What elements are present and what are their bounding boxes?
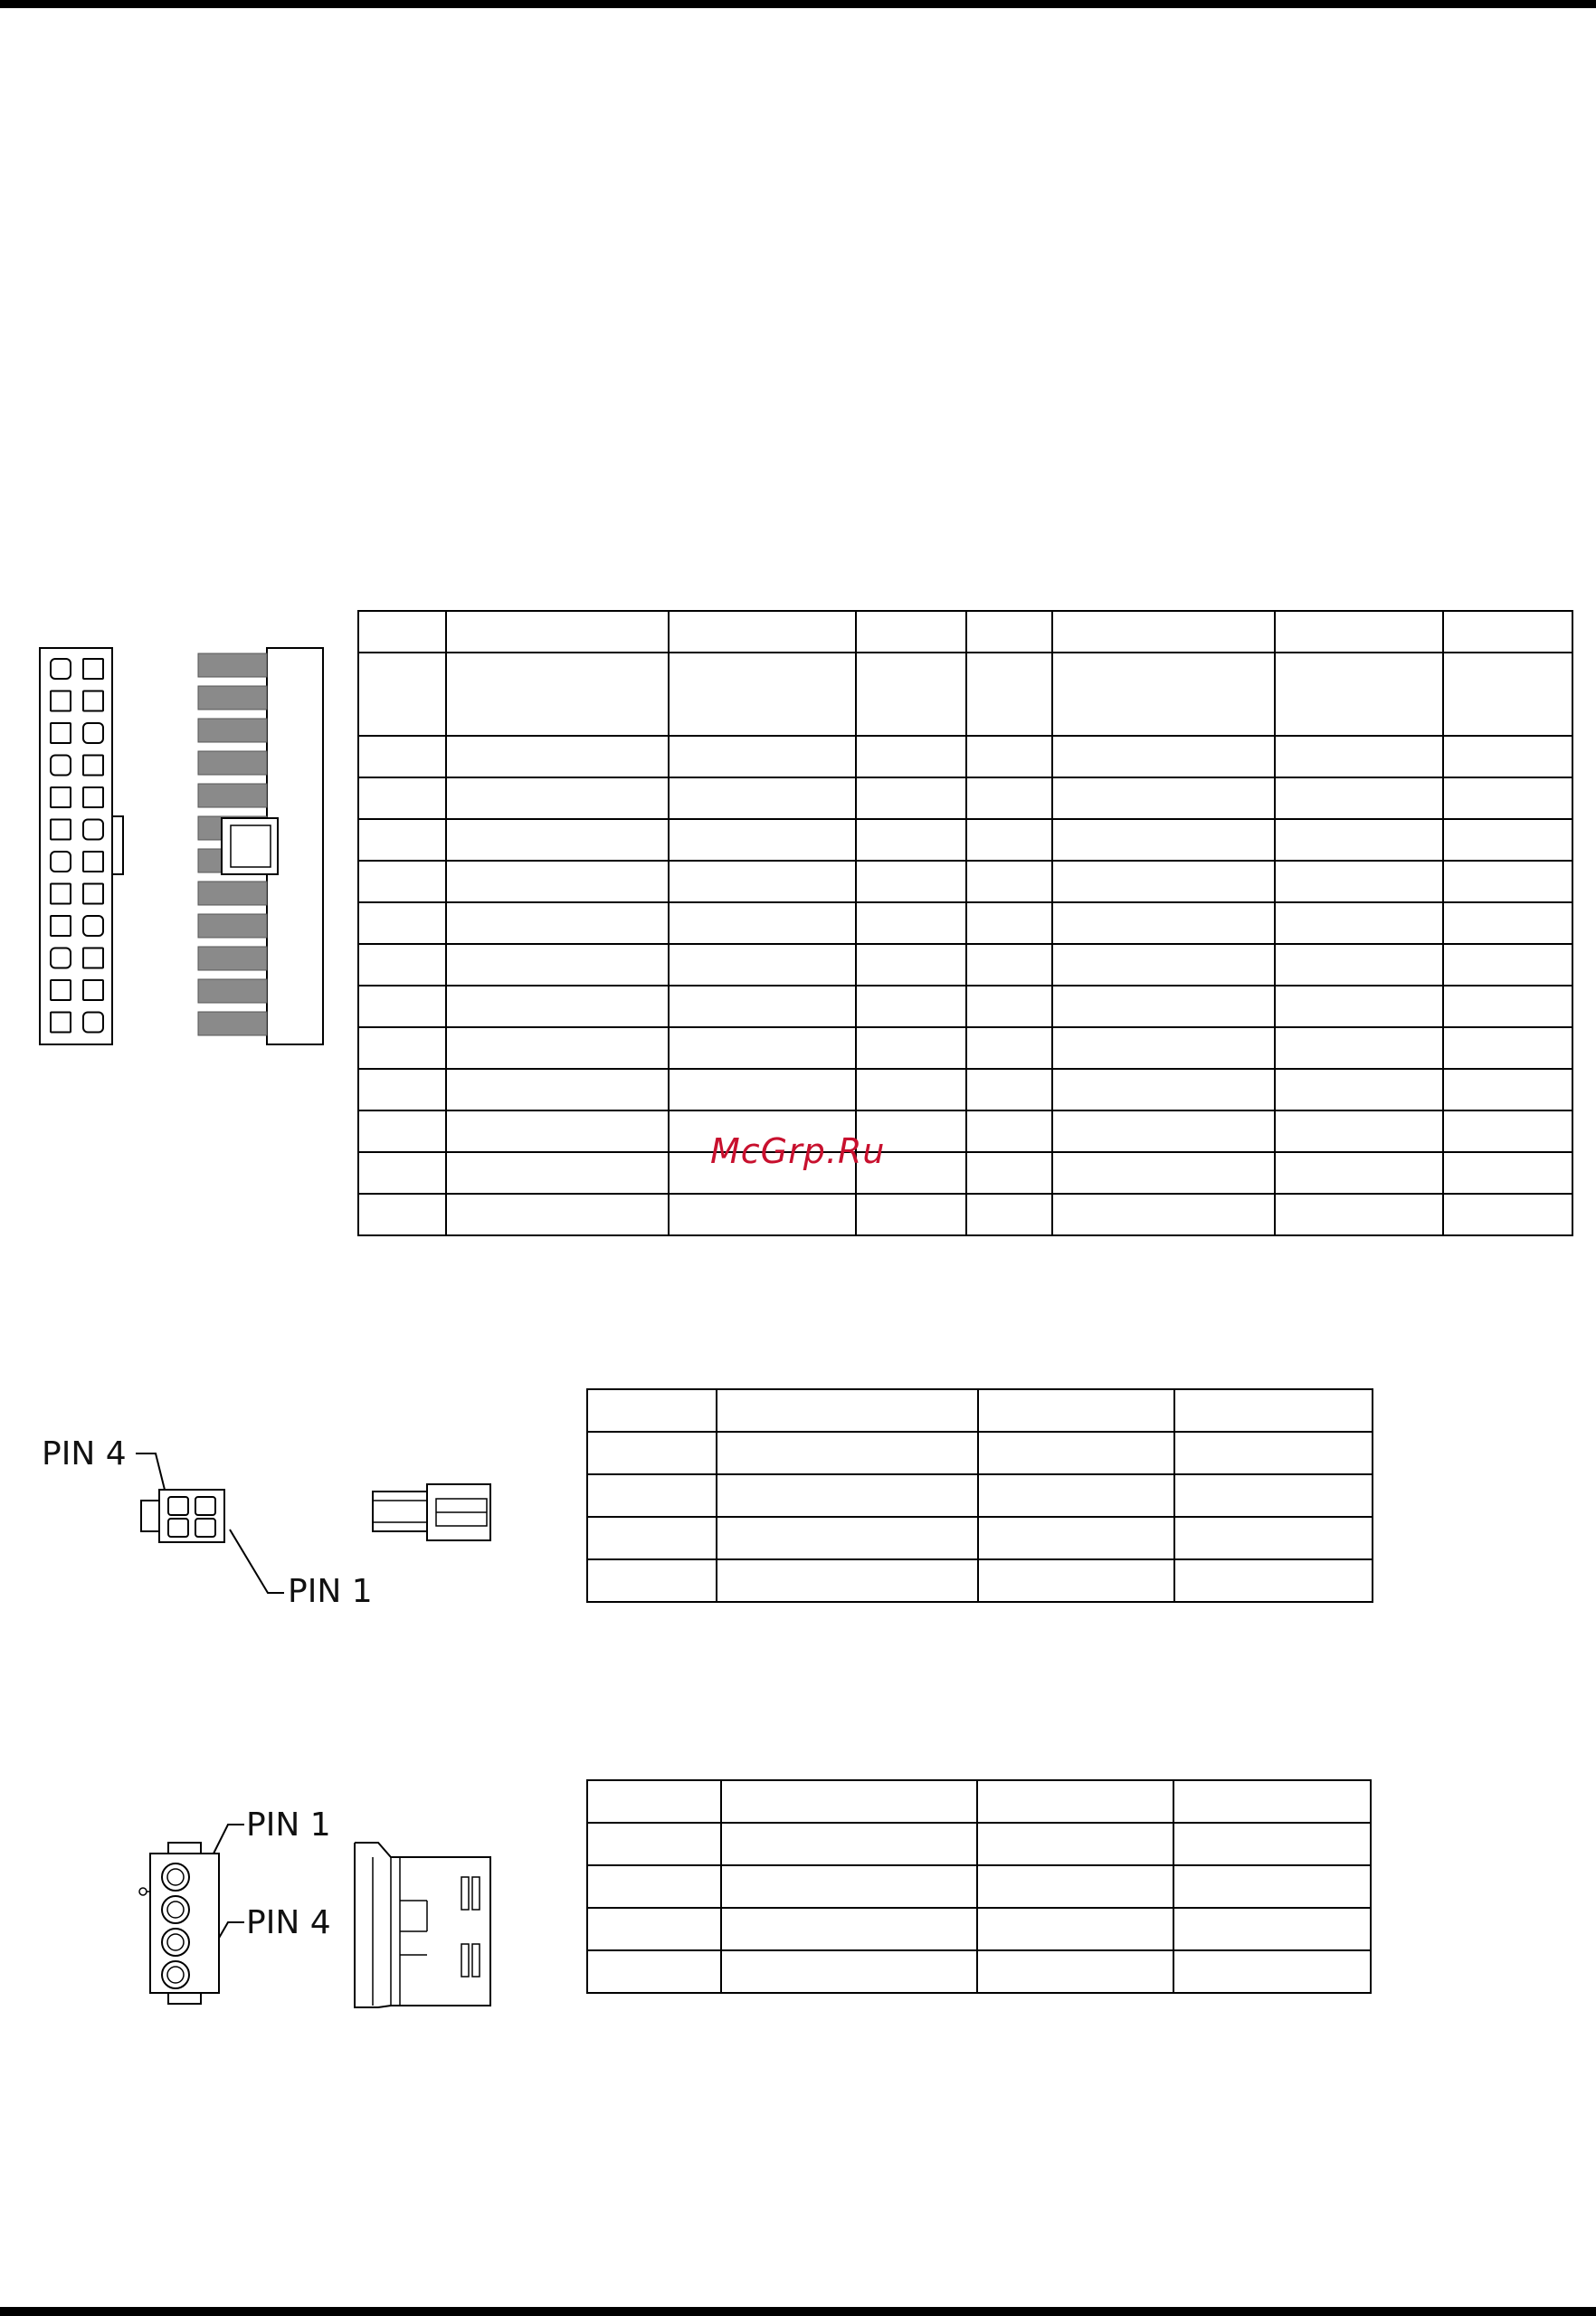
table-row: [587, 1517, 1373, 1559]
molex-4pin-connector-front-view: [136, 1801, 371, 2018]
table-cell: [721, 1780, 977, 1823]
table-row: [587, 1950, 1371, 1993]
pin-cavity: [83, 948, 103, 968]
table-cell: [358, 902, 446, 944]
table-cell: [1443, 611, 1572, 653]
table-cell: [1052, 944, 1275, 986]
table-cell: [1443, 902, 1572, 944]
table-cell: [669, 902, 856, 944]
table-cell: [358, 944, 446, 986]
table-cell: [1443, 653, 1572, 736]
pin-cavity: [83, 723, 103, 743]
pin-cavity: [83, 756, 103, 776]
pin-cavity: [51, 1013, 71, 1033]
table-cell: [587, 1389, 717, 1432]
table-cell: [966, 944, 1052, 986]
terminal-bar: [198, 914, 267, 938]
table-cell: [587, 1865, 721, 1908]
table-cell: [1052, 1194, 1275, 1235]
table-cell: [358, 986, 446, 1027]
table-cell: [977, 1780, 1173, 1823]
table-cell: [669, 1194, 856, 1235]
table-cell: [446, 1110, 669, 1152]
table-cell: [966, 902, 1052, 944]
pin-cavity: [83, 820, 103, 840]
atx-24pin-side-view: [195, 648, 330, 1046]
pin-cavity: [51, 659, 71, 679]
table-cell: [1275, 653, 1443, 736]
table-cell: [1275, 861, 1443, 902]
table-cell: [1443, 1110, 1572, 1152]
table-cell: [1174, 1474, 1373, 1517]
table-cell: [966, 1110, 1052, 1152]
table-cell: [1173, 1865, 1371, 1908]
table-cell: [446, 736, 669, 777]
table-cell: [966, 653, 1052, 736]
table-cell: [669, 1069, 856, 1110]
table-cell: [358, 611, 446, 653]
table-cell: [669, 736, 856, 777]
table-cell: [1443, 944, 1572, 986]
cpu-4pin-connector-side-view: [371, 1482, 498, 1546]
table-cell: [587, 1432, 717, 1474]
table-cell: [669, 861, 856, 902]
table-cell: [1174, 1517, 1373, 1559]
table-cell: [1443, 736, 1572, 777]
pin-cavity: [51, 884, 71, 904]
table-cell: [358, 736, 446, 777]
table-cell: [977, 1908, 1173, 1950]
table-cell: [358, 1027, 446, 1069]
table-cell: [587, 1780, 721, 1823]
table-cell: [1443, 861, 1572, 902]
table-cell: [966, 611, 1052, 653]
table-cell: [856, 819, 966, 861]
table-row: [587, 1780, 1371, 1823]
table-cell: [1052, 819, 1275, 861]
table-cell: [717, 1474, 978, 1517]
table-cell: [1052, 736, 1275, 777]
table-row: [358, 1152, 1572, 1194]
table-row: [358, 777, 1572, 819]
table-cell: [358, 653, 446, 736]
table-cell: [1174, 1389, 1373, 1432]
terminal-bar: [198, 1012, 267, 1035]
table-cell: [717, 1517, 978, 1559]
terminal-bar: [198, 653, 267, 677]
table-cell: [1174, 1432, 1373, 1474]
table-cell: [1275, 777, 1443, 819]
pin-1-label: PIN 1: [288, 1573, 373, 1610]
terminal-bar: [198, 751, 267, 775]
table-cell: [978, 1559, 1174, 1602]
cpu-power-table: [586, 1388, 1373, 1603]
table-row: [358, 1069, 1572, 1110]
table-cell: [669, 653, 856, 736]
table-cell: [966, 1069, 1052, 1110]
table-cell: [669, 1027, 856, 1069]
table-cell: [856, 944, 966, 986]
table-cell: [1275, 1194, 1443, 1235]
table-cell: [446, 861, 669, 902]
pin-cavity: [83, 691, 103, 711]
pin-cavity: [51, 852, 71, 872]
table-cell: [358, 861, 446, 902]
table-row: [358, 944, 1572, 986]
table-cell: [1275, 902, 1443, 944]
table-cell: [1173, 1823, 1371, 1865]
table-cell: [1052, 1110, 1275, 1152]
pin-cavity: [51, 723, 71, 743]
pin-cavity: [83, 1013, 103, 1033]
table-cell: [717, 1389, 978, 1432]
table-cell: [856, 1027, 966, 1069]
atx-pinout-table: [357, 610, 1573, 1236]
table-cell: [856, 1194, 966, 1235]
cpu-4pin-connector-front-view: [36, 1421, 380, 1611]
table-cell: [1275, 736, 1443, 777]
table-cell: [1052, 902, 1275, 944]
pin-cavity: [51, 980, 71, 1000]
top-rule: [0, 0, 1596, 8]
peripheral-power-table: [586, 1779, 1372, 1994]
table-row: [358, 611, 1572, 653]
table-cell: [1275, 944, 1443, 986]
table-cell: [1173, 1950, 1371, 1993]
pin-cavity: [51, 691, 71, 711]
table-cell: [721, 1950, 977, 1993]
table-row: [587, 1865, 1371, 1908]
terminal-bar: [198, 882, 267, 905]
table-cell: [721, 1908, 977, 1950]
table-row: [358, 986, 1572, 1027]
table-row: [358, 1194, 1572, 1235]
terminal-bar: [198, 686, 267, 710]
table-row: [587, 1432, 1373, 1474]
table-cell: [966, 819, 1052, 861]
table-cell: [978, 1432, 1174, 1474]
terminal-bar: [198, 947, 267, 970]
molex-4pin-connector-side-view: [351, 1837, 496, 2011]
table-cell: [446, 611, 669, 653]
table-cell: [1275, 819, 1443, 861]
pin-cavity: [83, 916, 103, 936]
table-cell: [1052, 1027, 1275, 1069]
table-cell: [856, 902, 966, 944]
table-cell: [446, 1152, 669, 1194]
table-cell: [669, 777, 856, 819]
pin-cavity: [83, 980, 103, 1000]
table-cell: [587, 1950, 721, 1993]
table-cell: [1275, 1152, 1443, 1194]
table-row: [587, 1389, 1373, 1432]
table-cell: [717, 1559, 978, 1602]
table-cell: [446, 1027, 669, 1069]
table-cell: [966, 986, 1052, 1027]
pin-4-label: PIN 4: [42, 1435, 127, 1473]
terminal-bar: [198, 784, 267, 807]
table-cell: [1052, 611, 1275, 653]
pin-1-label-molex: PIN 1: [246, 1806, 331, 1844]
table-cell: [977, 1823, 1173, 1865]
pin-4-label-molex: PIN 4: [246, 1904, 331, 1941]
table-cell: [721, 1865, 977, 1908]
table-cell: [1052, 986, 1275, 1027]
table-cell: [587, 1823, 721, 1865]
pin-cavity: [51, 756, 71, 776]
table-cell: [587, 1908, 721, 1950]
table-cell: [1443, 1152, 1572, 1194]
table-cell: [669, 944, 856, 986]
table-cell: [587, 1474, 717, 1517]
table-cell: [446, 819, 669, 861]
table-cell: [856, 777, 966, 819]
table-row: [358, 653, 1572, 736]
table-cell: [966, 1027, 1052, 1069]
table-cell: [1174, 1559, 1373, 1602]
table-cell: [856, 611, 966, 653]
table-row: [358, 861, 1572, 902]
table-cell: [446, 944, 669, 986]
table-cell: [978, 1389, 1174, 1432]
table-row: [587, 1559, 1373, 1602]
pin-cavity: [51, 916, 71, 936]
table-cell: [669, 611, 856, 653]
table-cell: [1052, 1152, 1275, 1194]
pin-cavity: [83, 787, 103, 807]
table-cell: [856, 736, 966, 777]
table-cell: [1275, 986, 1443, 1027]
table-cell: [856, 986, 966, 1027]
table-cell: [587, 1517, 717, 1559]
table-row: [587, 1908, 1371, 1950]
table-cell: [1173, 1908, 1371, 1950]
table-cell: [856, 861, 966, 902]
table-cell: [358, 1110, 446, 1152]
terminal-bar: [198, 719, 267, 742]
table-cell: [966, 777, 1052, 819]
pin-cavity: [83, 659, 103, 679]
table-row: [587, 1823, 1371, 1865]
pin-cavity: [51, 787, 71, 807]
table-cell: [1443, 819, 1572, 861]
table-cell: [669, 986, 856, 1027]
table-cell: [446, 777, 669, 819]
table-cell: [358, 819, 446, 861]
table-cell: [978, 1517, 1174, 1559]
table-cell: [587, 1559, 717, 1602]
pin-cavity: [83, 884, 103, 904]
table-cell: [1443, 777, 1572, 819]
table-cell: [1275, 1110, 1443, 1152]
table-cell: [1443, 1027, 1572, 1069]
table-cell: [1052, 861, 1275, 902]
table-cell: [1173, 1780, 1371, 1823]
table-cell: [977, 1950, 1173, 1993]
table-cell: [1052, 777, 1275, 819]
table-cell: [358, 777, 446, 819]
table-cell: [358, 1069, 446, 1110]
table-cell: [966, 861, 1052, 902]
atx-24pin-front-view: [36, 648, 127, 1046]
table-row: [358, 736, 1572, 777]
table-cell: [446, 653, 669, 736]
table-cell: [1443, 1069, 1572, 1110]
pin-cavity: [83, 852, 103, 872]
table-row: [358, 1110, 1572, 1152]
table-cell: [1443, 986, 1572, 1027]
watermark: McGrp.Ru: [710, 1131, 886, 1171]
table-cell: [1275, 611, 1443, 653]
table-cell: [446, 1194, 669, 1235]
table-cell: [358, 1152, 446, 1194]
table-cell: [966, 1152, 1052, 1194]
table-cell: [856, 1069, 966, 1110]
table-cell: [717, 1432, 978, 1474]
table-row: [358, 902, 1572, 944]
pin-cavity: [51, 820, 71, 840]
bottom-rule: [0, 2307, 1596, 2316]
table-cell: [977, 1865, 1173, 1908]
table-cell: [446, 902, 669, 944]
table-cell: [966, 1194, 1052, 1235]
table-cell: [358, 1194, 446, 1235]
pin-cavity: [51, 948, 71, 968]
table-cell: [446, 1069, 669, 1110]
table-cell: [1275, 1027, 1443, 1069]
table-cell: [721, 1823, 977, 1865]
table-cell: [669, 819, 856, 861]
table-cell: [1275, 1069, 1443, 1110]
table-row: [358, 1027, 1572, 1069]
table-cell: [856, 653, 966, 736]
table-row: [587, 1474, 1373, 1517]
table-cell: [1443, 1194, 1572, 1235]
table-cell: [966, 736, 1052, 777]
table-cell: [446, 986, 669, 1027]
table-row: [358, 819, 1572, 861]
terminal-bar: [198, 979, 267, 1003]
table-cell: [1052, 653, 1275, 736]
table-cell: [1052, 1069, 1275, 1110]
table-cell: [978, 1474, 1174, 1517]
